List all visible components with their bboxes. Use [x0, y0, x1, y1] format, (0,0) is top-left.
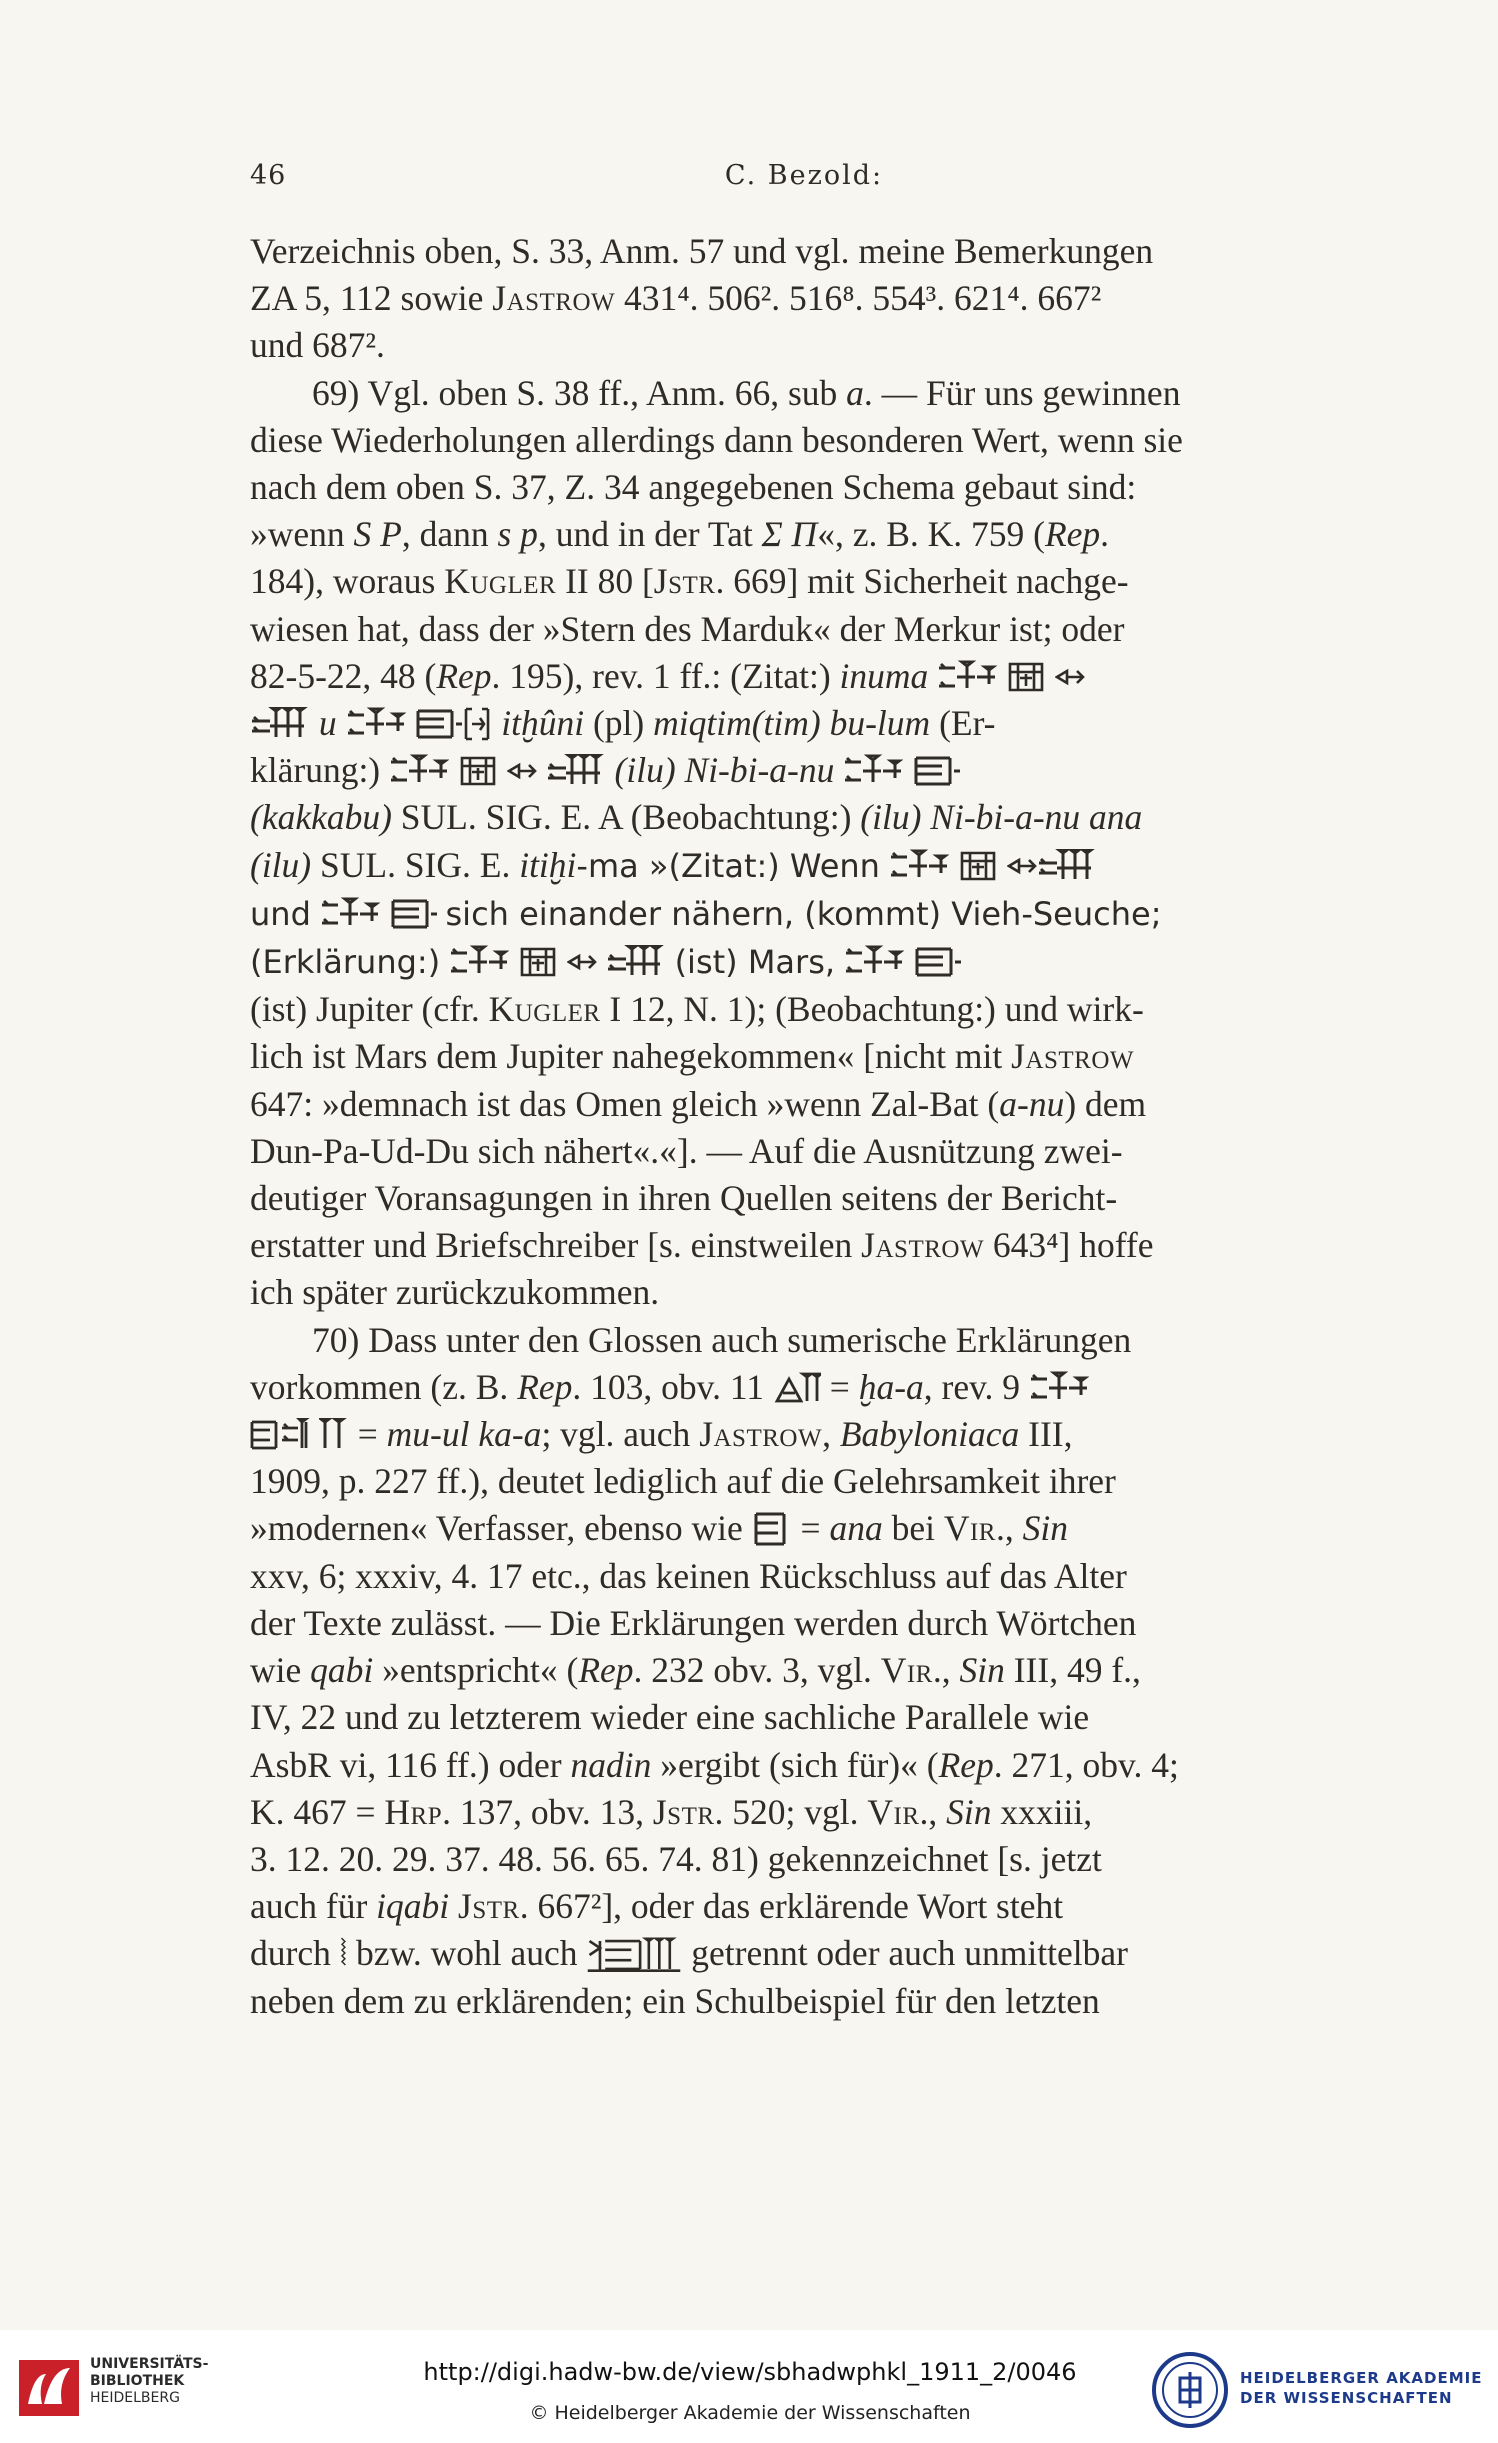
text-line: und sich einander nähern, (kommt) Vieh-Seuche; — [250, 894, 1162, 933]
cuneiform-wedge-icon — [1007, 849, 1037, 883]
cuneiform-tri-icon — [250, 707, 310, 741]
text-line: 3. 12. 20. 29. 37. 48. 56. 65. 74. 81) gekennzeichnet [s. jetzt — [250, 1838, 1102, 1879]
text-line: der Texte zulässt. — Die Erklärungen werden durch Wörtchen — [250, 1602, 1137, 1643]
text-line: deutiger Voransagungen in ihren Quellen seitens der Bericht- — [250, 1178, 1118, 1219]
academy-seal-icon — [1150, 2350, 1230, 2430]
text-line: (ist) Jupiter (cfr. Kugler I 12, N. 1); (Beobachtung:) und wirk- — [250, 989, 1144, 1030]
text-line: und 687². — [250, 325, 385, 366]
text-line: »wenn S P, dann s p, und in der Tat Σ Π«, z. B. K. 759 (Rep. — [250, 514, 1110, 555]
cuneiform-wedge-icon — [1055, 660, 1085, 694]
cuneiform-ha-icon — [773, 1371, 821, 1405]
text-line: 184), woraus Kugler II 80 [Jstr. 669] mit Sicherheit nachge- — [250, 561, 1129, 602]
cuneiform-bracket-icon — [462, 707, 492, 741]
text-line: vorkommen (z. B. Rep. 103, obv. 11 = ḫa-a, rev. 9 — [250, 1364, 1362, 1411]
text-line: erstatter und Briefschreiber [s. einstweilen Jastrow 643⁴] hoffe — [250, 1225, 1154, 1266]
university-library-name: UNIVERSITÄTS- BIBLIOTHEK HEIDELBERG — [90, 2356, 209, 2406]
cuneiform-box-icon — [518, 945, 558, 979]
cuneiform-mul-icon — [449, 945, 509, 979]
cuneiform-mul-icon — [937, 660, 997, 694]
text-line: 1909, p. 227 ff.), deutet lediglich auf die Gelehrsamkeit ihrer — [250, 1461, 1116, 1502]
digital-library-footer — [0, 2330, 1498, 2443]
cuneiform-mul-icon — [844, 945, 904, 979]
cuneiform-wedge-icon — [567, 945, 597, 979]
copyright-notice: © Heidelberger Akademie der Wissenschaften — [529, 2402, 971, 2424]
text-line: (kakkabu) SUL. SIG. E. A (Beobachtung:) (ilu) Ni-bi-a-nu ana — [250, 797, 1143, 838]
cuneiform-tri-icon — [546, 754, 606, 788]
cuneiform-gloss-icon — [586, 1937, 682, 1971]
text-line: Verzeichnis oben, S. 33, Anm. 57 und vgl. meine Bemerkungen — [250, 231, 1154, 271]
text-line: (Erklärung:) (ist) Mars, — [250, 938, 1362, 986]
cuneiform-sag-icon — [389, 897, 437, 931]
page-number: 46 — [250, 160, 287, 191]
text-line: ich später zurückzukommen. — [250, 1272, 660, 1313]
note-70-start: 70) Dass unter den Glossen auch sumerische Erklärungen — [312, 1319, 1132, 1360]
cuneiform-ana-icon — [752, 1512, 792, 1546]
cuneiform-mul-icon — [843, 754, 903, 788]
university-library-logo-icon — [14, 2352, 84, 2422]
cuneiform-box-icon — [1006, 660, 1046, 694]
cuneiform-mul-icon — [1029, 1371, 1089, 1405]
cuneiform-two-icon — [319, 1418, 349, 1452]
text-line: lich ist Mars dem Jupiter nahegekommen« [nicht mit Jastrow — [250, 1036, 1134, 1077]
cuneiform-mul-icon — [320, 897, 380, 931]
text-line: = mu-ul ka-a; vgl. auch Jastrow, Babyloniaca III, — [250, 1411, 1362, 1458]
cuneiform-tri-icon — [1037, 849, 1097, 883]
text-line: auch für iqabi Jstr. 667²], oder das erklärende Wort steht — [250, 1886, 1064, 1927]
cuneiform-mul-icon — [889, 849, 949, 883]
cuneiform-mul-icon — [346, 707, 406, 741]
text-line: neben dem zu erklärenden; ein Schulbeispiel für den letzten — [250, 1980, 1100, 2021]
text-line: klärung:) (ilu) Ni-bi-a-nu — [250, 747, 1362, 794]
text-line: nach dem oben S. 37, Z. 34 angegebenen Schema gebaut sind: — [250, 467, 1137, 508]
text-line: diese Wiederholungen allerdings dann besonderen Wert, wenn sie — [250, 419, 1183, 460]
cuneiform-mul-icon — [389, 754, 449, 788]
cuneiform-sag-icon — [912, 754, 960, 788]
source-url[interactable]: http://digi.hadw-bw.de/view/sbhadwphkl_1911_2/0046 — [423, 2358, 1077, 2386]
text-line: 647: »demnach ist das Omen gleich »wenn Zal-Bat (a-nu) dem — [250, 1083, 1147, 1124]
text-line: wiesen hat, dass der »Stern des Marduk« der Merkur ist; oder — [250, 608, 1125, 649]
text-line: K. 467 = Hrp. 137, obv. 13, Jstr. 520; vgl. Vir., Sin xxxiii, — [250, 1791, 1093, 1832]
text-line: »modernen« Verfasser, ebenso wie = ana bei Vir., Sin — [250, 1508, 1068, 1549]
cuneiform-sag-icon — [414, 707, 462, 741]
running-head: C. Bezold: — [724, 160, 884, 191]
text-line: durch ⦚ bzw. wohl auch getrennt oder auch unmittelbar — [250, 1933, 1128, 1974]
cuneiform-wedge-icon — [507, 754, 537, 788]
cuneiform-box-icon — [958, 849, 998, 883]
text-line: Dun-Pa-Ud-Du sich nähert«.«]. — Auf die Ausnützung zwei- — [250, 1130, 1123, 1171]
note-69-start: 69) Vgl. oben S. 38 ff., Anm. 66, sub a. — Für uns gewinnen — [312, 372, 1181, 413]
cuneiform-sag-icon — [913, 945, 961, 979]
cuneiform-tri-icon — [606, 945, 666, 979]
page-header — [250, 160, 1358, 200]
text-line: ZA 5, 112 sowie Jastrow 431⁴. 506². 516⁸. 554³. 621⁴. 667² — [250, 278, 1102, 319]
academy-name: HEIDELBERGER AKADEMIE DER WISSENSCHAFTEN — [1240, 2369, 1483, 2407]
cuneiform-box-icon — [458, 754, 498, 788]
text-line: (ilu) SUL. SIG. E. itiḫi-ma »(Zitat:) Wenn — [250, 842, 1362, 890]
text-line: xxv, 6; xxxiv, 4. 17 etc., das keinen Rückschluss auf das Alter — [250, 1555, 1127, 1596]
text-body — [250, 228, 1362, 2025]
cuneiform-mu-icon — [250, 1418, 310, 1452]
text-line: wie qabi »entspricht« (Rep. 232 obv. 3, vgl. Vir., Sin III, 49 f., — [250, 1650, 1141, 1691]
text-line: AsbR vi, 116 ff.) oder nadin »ergibt (sich für)« (Rep. 271, obv. 4; — [250, 1744, 1179, 1785]
text-line: u itḫûni (pl) miqtim(tim) bu-lum (Er- — [250, 700, 1362, 747]
text-line: IV, 22 und zu letzterem wieder eine sachliche Parallele wie — [250, 1697, 1090, 1738]
text-line: 82-5-22, 48 (Rep. 195), rev. 1 ff.: (Zitat:) inuma — [250, 653, 1362, 700]
